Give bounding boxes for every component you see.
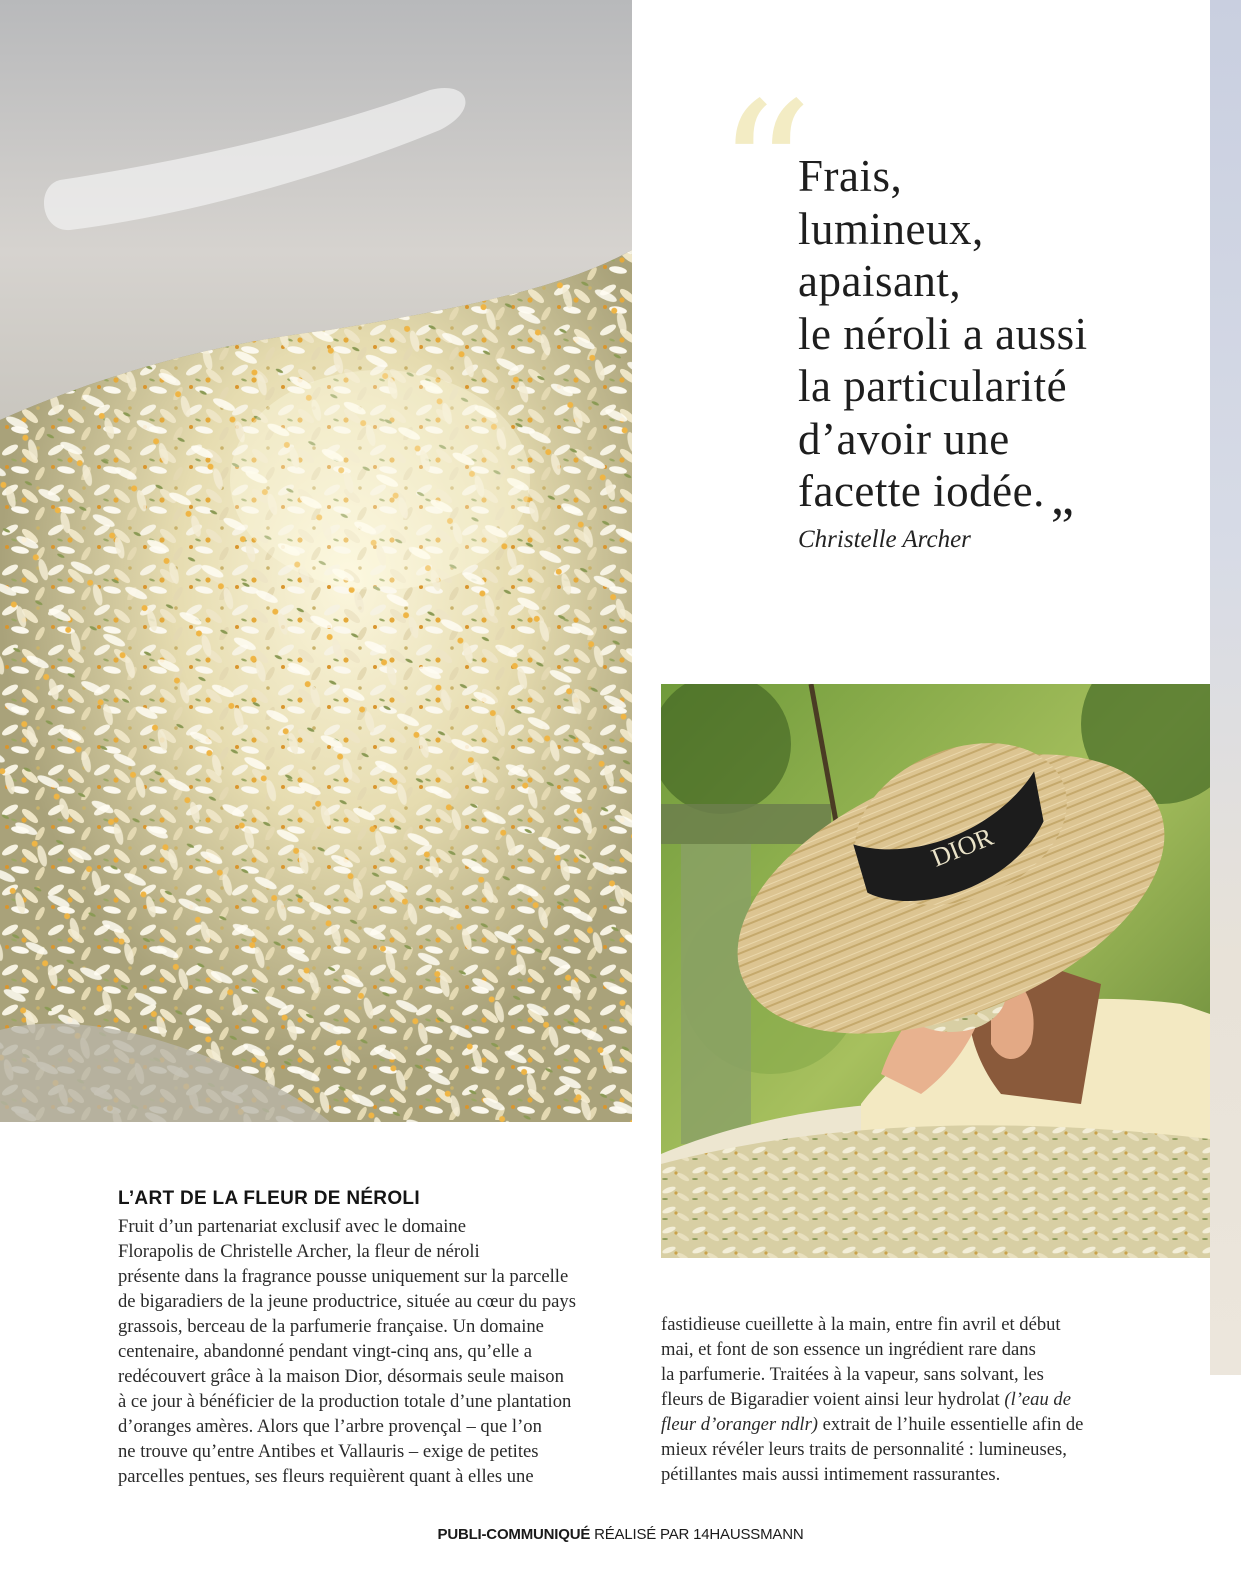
quote-line: Frais, — [798, 151, 903, 201]
article-line — [661, 1412, 1131, 1437]
article-text: extrait de l’huile essentielle afin de — [822, 1414, 1084, 1435]
article-line: ne trouve qu’entre Antibes et Vallauris – exige de petites — [118, 1441, 539, 1462]
article-heading: L’ART DE LA FLEUR DE NÉROLI — [118, 1188, 420, 1209]
article-line: centenaire, abandonné pendant vingt-cinq ans, qu’elle a — [118, 1341, 533, 1362]
article-line: pétillantes mais aussi intimement rassurantes. — [661, 1464, 1001, 1485]
article-column-right — [661, 1312, 1131, 1487]
article-line: la parfumerie. Traitées à la vapeur, sans solvant, les — [661, 1364, 1044, 1385]
footer-label: RÉALISÉ PAR 14HAUSSMANN — [594, 1526, 804, 1543]
quote-open-mark: “ — [716, 62, 796, 283]
quote-line: lumineux, — [798, 203, 984, 254]
pull-quote — [798, 150, 1198, 526]
article-line: parcelles pentues, ses fleurs requièrent quant à elles une — [118, 1466, 534, 1487]
quote-line: apaisant, — [798, 256, 962, 306]
article-line: mieux révéler leurs traits de personnalité : lumineuses, — [661, 1439, 1067, 1460]
article-line: fastidieuse cueillette à la main, entre fin avril et début — [661, 1314, 1061, 1335]
article-italic-note: (l’eau de — [1004, 1389, 1071, 1410]
quote-author: Christelle Archer — [798, 526, 971, 553]
article-line — [661, 1387, 1131, 1412]
quote-line: d’avoir une — [798, 413, 1010, 464]
quote-line: la particularité — [798, 361, 1068, 411]
hat-logo-text: DIOR — [927, 821, 998, 873]
article-line: Florapolis de Christelle Archer, la fleur de néroli — [118, 1241, 480, 1262]
adjacent-page-edge — [1210, 0, 1241, 1375]
quote-line: facette iodée. — [798, 466, 1045, 516]
quote-line: le néroli a aussi — [798, 308, 1088, 359]
article-line: redécouvert grâce à la maison Dior, désormais seule maison — [118, 1366, 564, 1387]
article-line: mai, et font de son essence un ingrédient rare dans — [661, 1339, 1036, 1360]
article-text: fleurs de Bigaradier voient ainsi leur hydrolat — [661, 1389, 1000, 1410]
harvester-illustration — [661, 684, 1210, 1258]
article-line: à ce jour à bénéficier de la production totale d’une plantation — [118, 1391, 572, 1412]
article-line: Fruit d’un partenariat exclusif avec le domaine — [118, 1216, 466, 1237]
article-column-left — [118, 1214, 638, 1489]
article-line: d’oranges amères. Alors que l’arbre provençal – que l’on — [118, 1416, 542, 1437]
quote-close-mark: „ — [1050, 469, 1075, 526]
harvester-photo — [661, 684, 1210, 1258]
article-line: présente dans la fragrance pousse uniquement sur la parcelle — [118, 1266, 569, 1287]
article-line: de bigaradiers de la jeune productrice, située au cœur du pays — [118, 1291, 576, 1312]
neroli-blossoms-photo — [0, 0, 632, 1122]
article-italic-note: fleur d’oranger ndlr) — [661, 1414, 819, 1435]
neroli-blossoms-illustration — [0, 0, 632, 1122]
page-footer — [0, 1526, 1241, 1543]
article-line: grassois, berceau de la parfumerie française. Un domaine — [118, 1316, 544, 1337]
footer-label-bold: PUBLI-COMMUNIQUÉ — [437, 1526, 591, 1543]
